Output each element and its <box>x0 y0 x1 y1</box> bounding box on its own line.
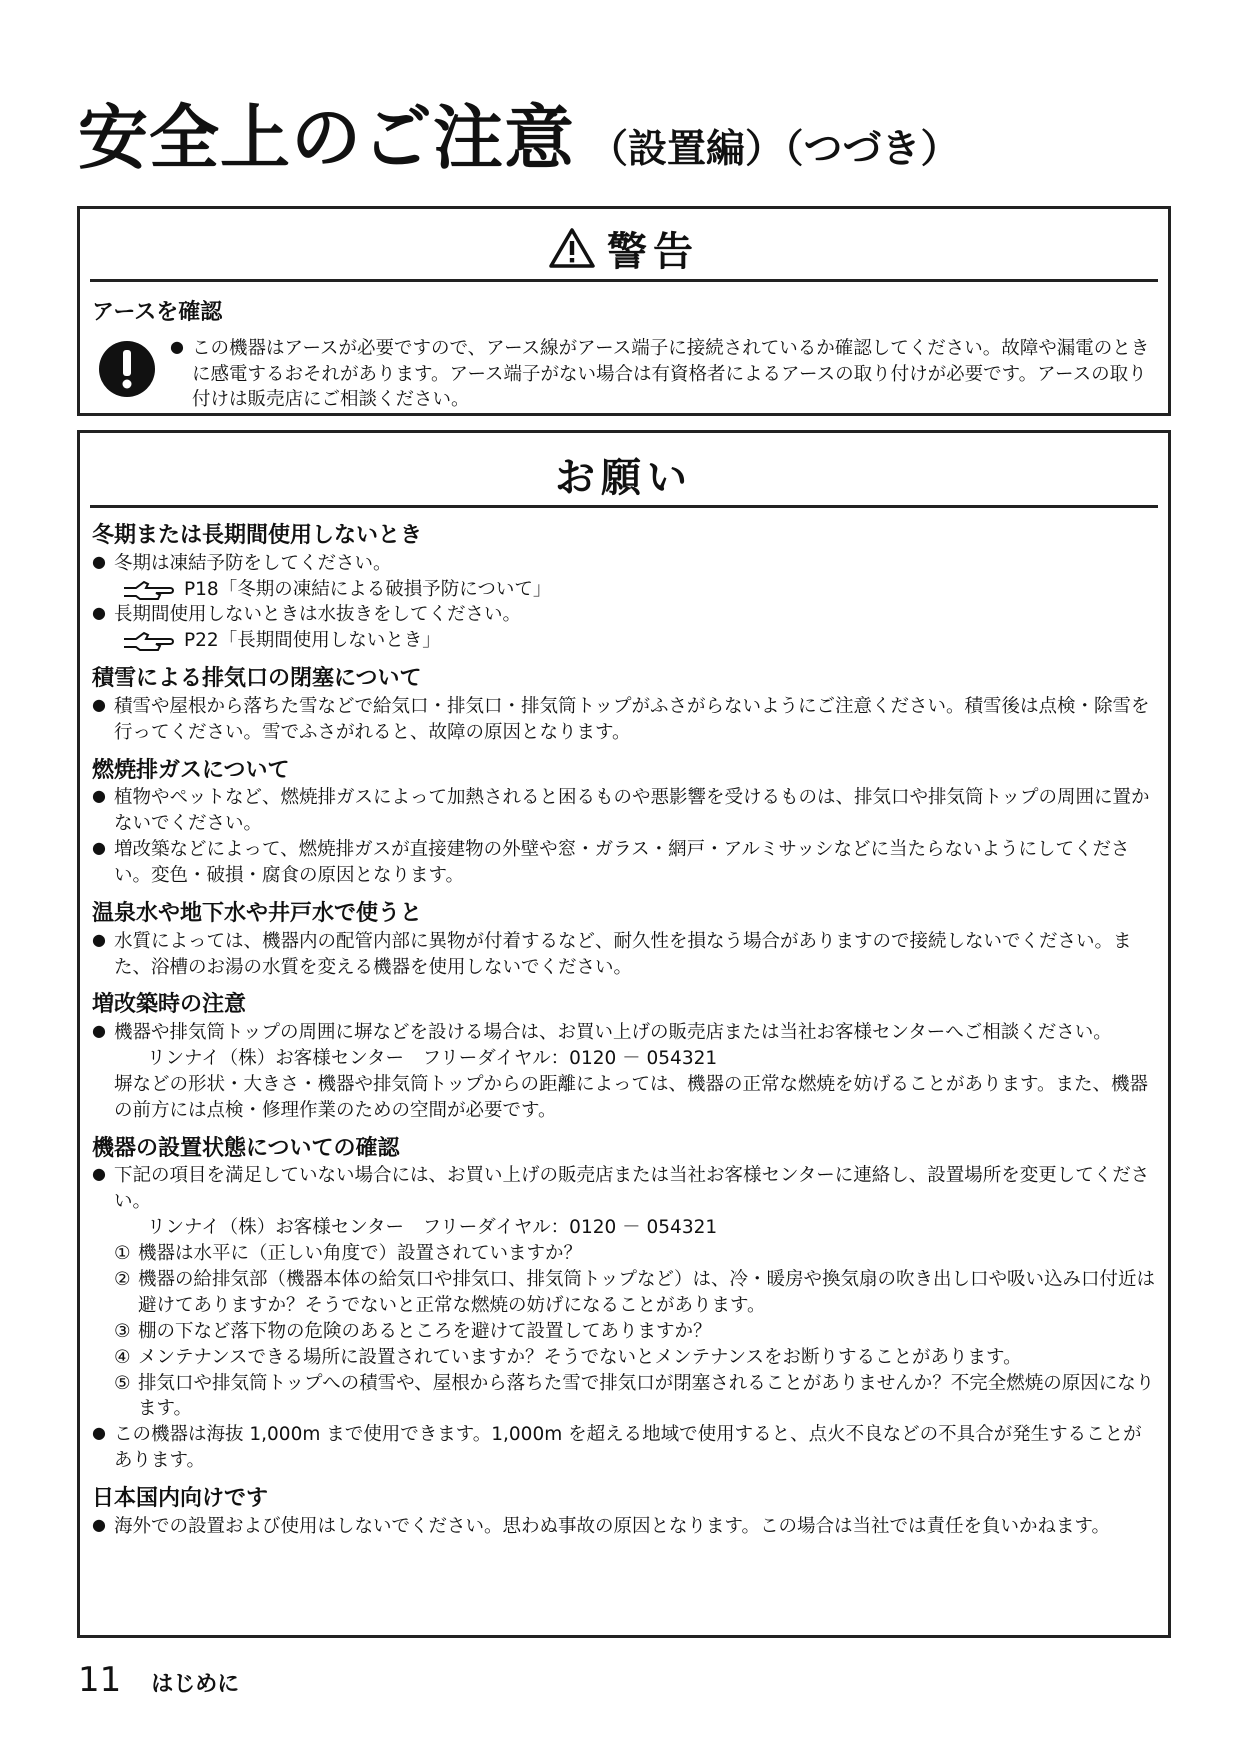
page-number: 11 <box>78 1660 122 1700</box>
section-title: 日本国内向けです <box>92 1486 269 1512</box>
reference-text: P22「長期間使用しないとき」 <box>184 630 441 652</box>
warning-content <box>80 282 1168 413</box>
chapter-label: はじめに <box>151 1672 240 1697</box>
request-heading: お願い <box>555 454 693 501</box>
check-number: ② <box>114 1268 131 1290</box>
bullet-item: ● 植物やペットなど、燃焼排ガスによって加熱されると困るものや悪影響を受けるものは、排気口や排気筒トップの周囲に置かないでください。 <box>92 785 1156 837</box>
section-title: 積雪による排気口の閉塞について <box>92 666 422 692</box>
page-footer <box>78 1660 239 1700</box>
section-renovation <box>92 990 1156 1123</box>
check-number: ③ <box>114 1320 131 1342</box>
warning-heading: 警告 <box>607 228 699 275</box>
page-title-main: 安全上のご注意 <box>78 97 575 179</box>
warning-text: ● この機器はアースが必要ですので、アース線がアース端子に接続されているか確認してください。故障や漏電のときに感電するおそれがあります。アース端子がない場合は有資格者によるアースの取り付けが必要です。アースの取り付けは販売店にご相談ください。 <box>170 336 1156 414</box>
section-exhaust-gas <box>92 756 1156 889</box>
page-reference <box>92 577 1156 603</box>
warning-triangle-icon <box>549 227 595 269</box>
bullet-item: ● 長期間使用しないときは水抜きをしてください。 <box>92 602 1156 628</box>
warning-header <box>90 217 1158 282</box>
request-box <box>77 430 1171 1638</box>
bullet-item: ● 海外での設置および使用はしないでください。思わぬ事故の原因となります。この場合は当社では責任を負いかねます。 <box>92 1514 1156 1540</box>
check-text: 排気口や排気筒トップへの積雪や、屋根から落ちた雪で排気口が閉塞されることがありませんか？不完全燃焼の原因になります。 <box>138 1372 1155 1420</box>
check-number: ① <box>114 1243 131 1265</box>
check-number: ⑤ <box>114 1372 131 1394</box>
check-text: 棚の下など落下物の危険のあるところを避けて設置してありますか？ <box>138 1320 712 1342</box>
contact-line: リンナイ（株）お客様センター フリーダイヤル：0120 － 054321 <box>147 1217 718 1239</box>
reference-text: P18「冬期の凍結による破損予防について」 <box>184 578 552 600</box>
check-text: 機器は水平に（正しい角度で）設置されていますか？ <box>138 1243 583 1265</box>
bullet-item: ● この機器は海抜 1,000m まで使用できます。1,000m を超える地域で使用すると、点火不良などの不具合が発生することがあります。 <box>92 1422 1156 1474</box>
check-text: 機器の給排気部（機器本体の給気口や排気口、排気筒トップなど）は、冷・暖房や換気扇の吹き出し口や吸い込み口付近は避けてありますか？そうでないと正常な燃焼の妨げになることがあります。 <box>138 1268 1155 1316</box>
bullet-item: ● 積雪や屋根から落ちた雪などで給気口・排気口・排気筒トップがふさがらないようにご注意ください。積雪後は点検・除雪を行ってください。雪でふさがれると、故障の原因となります。 <box>92 694 1156 746</box>
pointing-hand-icon <box>122 580 176 600</box>
section-title: 温泉水や地下水や井戸水で使うと <box>92 900 423 926</box>
check-item <box>92 1319 1156 1345</box>
check-item <box>92 1345 1156 1371</box>
bullet-item: ● 増改築などによって、燃焼排ガスが直接建物の外壁や窓・ガラス・網戸・アルミサッシなどに当たらないようにしてください。変色・破損・腐食の原因となります。 <box>92 837 1156 889</box>
bullet-item: ● 機器や排気筒トップの周囲に塀などを設ける場合は、お買い上げの販売店または当社お客様センターへご相談ください。 <box>92 1020 1156 1046</box>
section-title: 増改築時の注意 <box>92 992 247 1018</box>
bullet-item: ● 下記の項目を満足していない場合には、お買い上げの販売店または当社お客様センターに連絡し、設置場所を変更してください。 <box>92 1163 1156 1215</box>
section-domestic-only <box>92 1484 1156 1540</box>
section-title: 機器の設置状態についての確認 <box>92 1135 400 1161</box>
section-snow <box>92 664 1156 745</box>
contact-line: リンナイ（株）お客様センター フリーダイヤル：0120 － 054321 <box>147 1048 718 1070</box>
check-item <box>92 1241 1156 1267</box>
section-installation-check <box>92 1134 1156 1474</box>
section-title: 燃焼排ガスについて <box>92 757 290 783</box>
warning-box <box>77 206 1171 416</box>
bullet-item: ● 水質によっては、機器内の配管内部に異物が付着するなど、耐久性を損なう場合がありますので接続しないでください。また、浴槽のお湯の水質を変える機器を使用しないでください。 <box>92 929 1156 981</box>
check-number: ④ <box>114 1346 131 1368</box>
section-winter <box>92 521 1156 654</box>
request-content <box>80 508 1168 1540</box>
section-title: 冬期または長期間使用しないとき <box>92 523 423 548</box>
exclamation-circle-icon <box>98 340 156 398</box>
warning-section-title: アースを確認 <box>92 300 223 325</box>
check-text: メンテナンスできる場所に設置されていますか？そうでないとメンテナンスをお断りすることがあります。 <box>138 1346 1022 1368</box>
page-title-sub: （設置編）（つづき） <box>589 127 960 172</box>
request-header <box>90 443 1158 508</box>
check-item <box>92 1267 1156 1319</box>
bullet-item: ● 冬期は凍結予防をしてください。 <box>92 551 1156 577</box>
section-water-source <box>92 899 1156 980</box>
pointing-hand-icon <box>122 631 176 651</box>
check-item <box>92 1371 1156 1423</box>
page-reference <box>92 628 1156 654</box>
warning-row <box>92 336 1156 414</box>
note-text: 塀などの形状・大きさ・機器や排気筒トップからの距離によっては、機器の正常な燃焼を妨げることがあります。また、機器の前方には点検・修理作業のための空間が必要です。 <box>114 1073 1148 1121</box>
page-title <box>78 82 960 183</box>
